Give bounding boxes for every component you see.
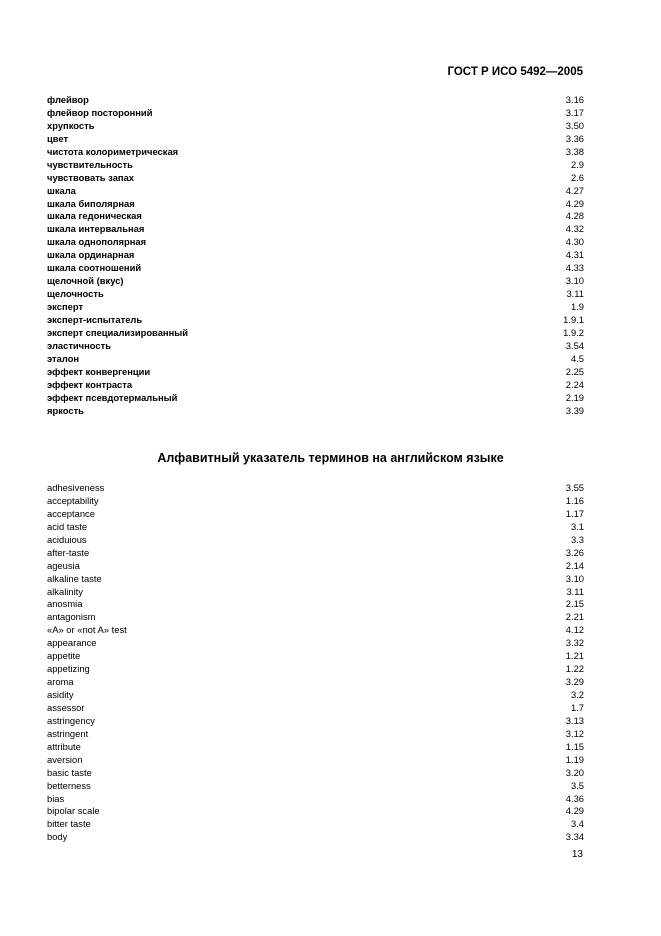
- index-entry: [47, 598, 584, 611]
- index-term: betterness: [47, 779, 91, 791]
- index-entry: [47, 405, 584, 418]
- index-term: эластичность: [47, 339, 111, 351]
- index-term: alkalinity: [47, 585, 83, 597]
- index-reference: 4.28: [565, 210, 584, 222]
- index-reference: 4.36: [565, 792, 584, 804]
- index-reference: 3.38: [565, 145, 584, 157]
- index-entry: [47, 159, 584, 172]
- index-entry: [47, 611, 584, 624]
- index-entry: [47, 793, 584, 806]
- index-entry: [47, 288, 584, 301]
- index-reference: 2.25: [565, 365, 584, 377]
- index-term: эталон: [47, 352, 80, 364]
- index-entry: [47, 689, 584, 702]
- index-term: adhesiveness: [47, 482, 105, 493]
- index-term: шкала соотношений: [47, 262, 142, 274]
- index-entry: [47, 831, 584, 844]
- index-term: эксперт-испытатель: [47, 313, 143, 325]
- index-entry: [47, 495, 584, 508]
- index-reference: 3.5: [570, 779, 584, 791]
- index-term: шкала ординарная: [47, 249, 135, 261]
- index-term: флейвор: [47, 94, 89, 105]
- index-term: эксперт: [47, 301, 84, 312]
- index-reference: 3.2: [570, 689, 584, 700]
- index-entry: [47, 482, 584, 495]
- index-term: bipolar scale: [47, 805, 100, 817]
- index-reference: 2.9: [570, 158, 584, 170]
- index-term: appearance: [47, 637, 97, 649]
- index-reference: 4.5: [570, 352, 584, 364]
- index-reference: 2.14: [565, 559, 584, 571]
- index-reference: 3.20: [565, 766, 584, 778]
- index-entry: [47, 521, 584, 534]
- index-reference: 1.19: [565, 753, 584, 765]
- index-term: appetite: [47, 650, 81, 662]
- index-entry: [47, 754, 584, 767]
- index-entry: [47, 573, 584, 586]
- index-entry: [47, 663, 584, 676]
- index-term: alkaline taste: [47, 572, 102, 584]
- index-reference: 3.3: [570, 533, 584, 545]
- index-reference: 3.29: [565, 676, 584, 688]
- index-reference: 3.17: [565, 106, 584, 118]
- index-reference: 4.29: [565, 197, 584, 209]
- index-term: шкала биполярная: [47, 197, 135, 209]
- index-reference: 1.9.1: [563, 313, 584, 325]
- russian-term-index: [47, 94, 584, 417]
- index-term: «A» or «not A» test: [47, 624, 127, 636]
- english-term-index: [47, 482, 584, 844]
- index-term: bias: [47, 792, 65, 804]
- index-term: шкала интервальная: [47, 223, 145, 235]
- index-reference: 2.24: [565, 378, 584, 390]
- index-entry: [47, 94, 584, 107]
- index-reference: 3.4: [570, 818, 584, 830]
- index-reference: 2.15: [565, 598, 584, 610]
- index-entry: [47, 327, 584, 340]
- index-reference: 3.34: [565, 831, 584, 843]
- index-term: acceptability: [47, 494, 99, 506]
- index-reference: 3.32: [565, 637, 584, 649]
- index-entry: [47, 741, 584, 754]
- index-reference: 3.12: [565, 727, 584, 739]
- index-entry: [47, 392, 584, 405]
- index-reference: 1.21: [565, 650, 584, 662]
- index-term: шкала гедоническая: [47, 210, 142, 222]
- index-entry: [47, 249, 584, 262]
- index-reference: 1.7: [570, 701, 584, 713]
- index-reference: 1.16: [565, 494, 584, 506]
- index-term: antagonism: [47, 611, 96, 623]
- index-reference: 4.31: [565, 249, 584, 261]
- index-term: acid taste: [47, 520, 88, 532]
- index-reference: 4.30: [565, 236, 584, 248]
- index-reference: 2.21: [565, 611, 584, 623]
- index-term: чистота колориметрическая: [47, 145, 179, 157]
- index-reference: 1.15: [565, 740, 584, 752]
- index-entry: [47, 262, 584, 275]
- index-term: body: [47, 831, 68, 843]
- index-reference: 2.19: [565, 391, 584, 403]
- index-entry: [47, 379, 584, 392]
- index-entry: [47, 508, 584, 521]
- index-entry: [47, 818, 584, 831]
- index-term: bitter taste: [47, 818, 91, 830]
- index-term: assessor: [47, 701, 85, 713]
- index-term: aroma: [47, 676, 74, 688]
- index-term: цвет: [47, 132, 69, 144]
- index-entry: [47, 120, 584, 133]
- index-entry: [47, 185, 584, 198]
- index-entry: [47, 805, 584, 818]
- index-term: anosmia: [47, 598, 83, 610]
- index-reference: 3.26: [565, 546, 584, 558]
- index-reference: 4.33: [565, 262, 584, 274]
- index-term: эксперт специализированный: [47, 326, 189, 338]
- index-entry: [47, 172, 584, 185]
- index-reference: 1.9: [570, 301, 584, 312]
- index-entry: [47, 728, 584, 741]
- index-entry: [47, 223, 584, 236]
- index-entry: [47, 715, 584, 728]
- index-reference: 3.11: [566, 585, 584, 597]
- index-term: basic taste: [47, 766, 92, 778]
- index-entry: [47, 133, 584, 146]
- index-entry: [47, 560, 584, 573]
- index-term: чувствовать запах: [47, 171, 135, 183]
- index-term: acceptance: [47, 507, 95, 519]
- document-header: ГОСТ Р ИСО 5492—2005: [447, 66, 583, 78]
- index-reference: 1.9.2: [563, 326, 584, 338]
- index-term: aciduious: [47, 533, 87, 545]
- index-entry: [47, 547, 584, 560]
- index-entry: [47, 767, 584, 780]
- index-entry: [47, 780, 584, 793]
- index-reference: 4.32: [565, 223, 584, 235]
- index-entry: [47, 275, 584, 288]
- index-term: эффект контраста: [47, 378, 133, 390]
- index-term: яркость: [47, 404, 84, 416]
- index-term: astringency: [47, 714, 95, 726]
- page-number: 13: [571, 849, 583, 860]
- index-reference: 4.27: [565, 184, 584, 196]
- index-term: astringent: [47, 727, 89, 739]
- index-entry: [47, 210, 584, 223]
- index-reference: 4.12: [565, 624, 584, 636]
- index-reference: 3.11: [566, 288, 584, 300]
- index-term: aversion: [47, 753, 83, 765]
- index-term: after-taste: [47, 546, 90, 558]
- index-reference: 3.36: [565, 132, 584, 144]
- index-entry: [47, 340, 584, 353]
- index-term: хрупкость: [47, 119, 95, 131]
- index-reference: 1.22: [565, 663, 584, 675]
- index-term: флейвор посторонний: [47, 106, 153, 118]
- index-reference: 3.50: [565, 119, 584, 131]
- index-reference: 3.16: [565, 94, 584, 105]
- index-entry: [47, 314, 584, 327]
- index-reference: 1.17: [565, 507, 584, 519]
- index-entry: [47, 146, 584, 159]
- index-term: щелочной (вкус): [47, 275, 124, 287]
- index-reference: 3.39: [565, 404, 584, 416]
- index-term: шкала: [47, 184, 76, 196]
- index-term: attribute: [47, 740, 81, 752]
- index-reference: 2.6: [570, 171, 584, 183]
- index-entry: [47, 353, 584, 366]
- index-entry: [47, 702, 584, 715]
- index-term: чувствительность: [47, 158, 133, 170]
- index-reference: 3.13: [565, 714, 584, 726]
- index-entry: [47, 534, 584, 547]
- index-term: шкала однополярная: [47, 236, 147, 248]
- index-entry: [47, 301, 584, 314]
- index-entry: [47, 107, 584, 120]
- index-term: эффект псевдотермальный: [47, 391, 178, 403]
- index-entry: [47, 676, 584, 689]
- index-term: appetizing: [47, 663, 90, 675]
- index-entry: [47, 650, 584, 663]
- index-term: щелочность: [47, 288, 104, 300]
- index-entry: [47, 366, 584, 379]
- index-reference: 3.1: [570, 520, 584, 532]
- index-reference: 3.55: [565, 482, 584, 493]
- index-term: эффект конвергенции: [47, 365, 151, 377]
- index-term: ageusia: [47, 559, 80, 571]
- index-reference: 3.10: [565, 275, 584, 287]
- index-reference: 4.29: [565, 805, 584, 817]
- index-entry: [47, 624, 584, 637]
- index-reference: 3.10: [565, 572, 584, 584]
- index-entry: [47, 586, 584, 599]
- index-reference: 3.54: [565, 339, 584, 351]
- index-term: asidity: [47, 689, 74, 700]
- index-entry: [47, 198, 584, 211]
- index-entry: [47, 236, 584, 249]
- english-index-title: Алфавитный указатель терминов на английском языке: [157, 451, 504, 465]
- index-entry: [47, 637, 584, 650]
